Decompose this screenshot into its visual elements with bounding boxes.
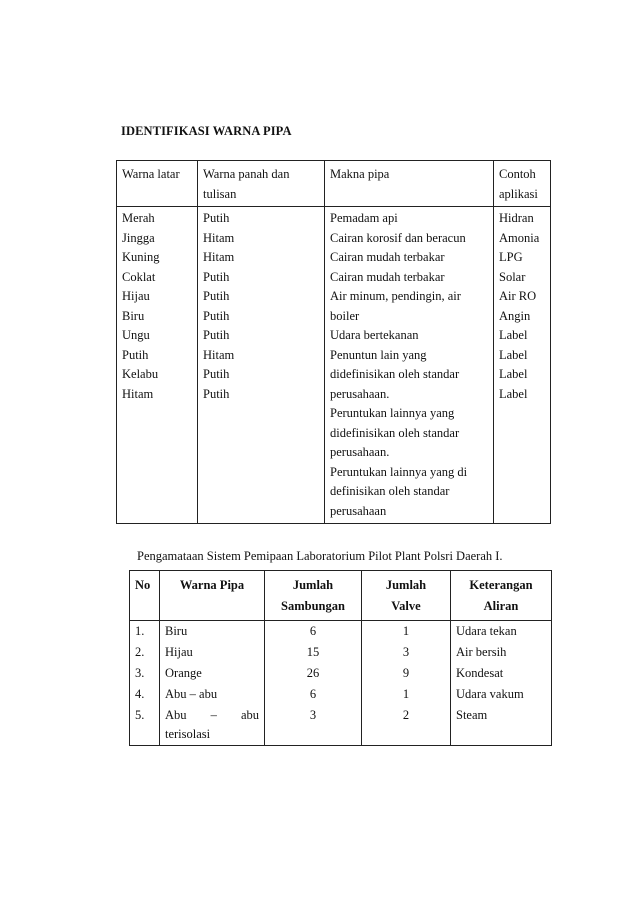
warna-panah-item: Putih [203, 367, 230, 381]
table-body-row [117, 207, 551, 524]
makna-pipa-line: Udara bertekanan [330, 328, 419, 342]
warna-latar-item: Coklat [122, 269, 156, 284]
warna-panah-item: Putih [203, 289, 230, 303]
contoh-aplikasi-item: Label [499, 367, 528, 381]
piping-observation-table [129, 570, 552, 746]
makna-pipa-line: Air minum, pendingin, air [330, 289, 461, 303]
column-contoh-aplikasi [494, 207, 551, 524]
warna-pipa-cell: Abu – abu terisolasi [160, 705, 265, 746]
makna-pipa-line: Cairan mudah terbakar [330, 250, 445, 264]
warna-latar-item: Putih [122, 347, 149, 362]
header-warna-pipa: Warna Pipa [160, 571, 265, 621]
header-contoh-aplikasi: Contoh aplikasi [494, 161, 551, 207]
header-no: No [130, 571, 160, 621]
header-makna-pipa: Makna pipa [325, 161, 494, 207]
header-warna-latar: Warna latar [117, 161, 198, 207]
contoh-aplikasi-item: Label [499, 328, 528, 342]
header-jumlah-valve: Jumlah Valve [362, 571, 451, 621]
column-warna-latar [117, 207, 198, 524]
contoh-aplikasi-item: Solar [499, 269, 526, 284]
contoh-aplikasi-item: Label [499, 386, 528, 401]
header-keterangan-aliran: Keterangan Aliran [451, 571, 552, 621]
contoh-aplikasi-item: Angin [499, 308, 531, 323]
warna-panah-item: Hitam [203, 347, 235, 362]
makna-pipa-line: Peruntukan lainnya yang [330, 406, 455, 420]
makna-pipa-line: Pemadam api [330, 211, 398, 225]
table-header-row [117, 161, 551, 207]
makna-pipa-line: definisikan oleh standar [330, 484, 450, 498]
warna-panah-item: Putih [203, 269, 230, 284]
warna-latar-item: Kuning [122, 250, 160, 264]
warna-line-1: Abu – abu [165, 708, 259, 722]
table-row: 1. Biru 6 1 Udara tekan [130, 621, 552, 643]
makna-pipa-line: perusahaan [330, 503, 387, 518]
warna-latar-item: Jingga [122, 230, 155, 245]
contoh-aplikasi-item: LPG [499, 250, 523, 264]
makna-pipa-line: perusahaan. [330, 386, 390, 401]
makna-pipa-line: didefinisikan oleh standar [330, 367, 460, 381]
makna-pipa-line: Peruntukan lainnya yang di [330, 464, 468, 479]
contoh-aplikasi-item: Label [499, 347, 528, 362]
table-row: 3. Orange 26 9 Kondesat [130, 663, 552, 684]
warna-latar-item: Merah [122, 211, 155, 225]
makna-pipa-line: Penuntun lain yang [330, 347, 427, 362]
column-makna-pipa [325, 207, 494, 524]
warna-latar-item: Kelabu [122, 367, 159, 381]
makna-pipa-line: perusahaan. [330, 445, 390, 459]
table-row: 5. Abu – abu terisolasi 3 2 Steam [130, 705, 552, 746]
warna-latar-item: Hijau [122, 289, 150, 303]
pipe-color-table [116, 160, 551, 524]
makna-pipa-line: boiler [330, 308, 360, 323]
contoh-aplikasi-item: Hidran [499, 211, 534, 225]
makna-pipa-line: Cairan korosif dan beracun [330, 230, 466, 245]
warna-panah-item: Hitam [203, 250, 235, 264]
header-warna-panah: Warna panah dan tulisan [198, 161, 325, 207]
warna-latar-item: Ungu [122, 328, 150, 342]
makna-pipa-line: Cairan mudah terbakar [330, 269, 445, 284]
header-jumlah-sambungan: Jumlah Sambungan [265, 571, 362, 621]
warna-latar-item: Hitam [122, 386, 154, 401]
warna-panah-item: Putih [203, 328, 230, 342]
contoh-aplikasi-item: Air RO [499, 289, 537, 303]
document-title: IDENTIFIKASI WARNA PIPA [121, 124, 292, 138]
warna-panah-item: Hitam [203, 230, 235, 245]
table-row: 2. Hijau 15 3 Air bersih [130, 642, 552, 663]
table-header-row [130, 571, 552, 621]
warna-panah-item: Putih [203, 211, 230, 225]
warna-panah-item: Putih [203, 308, 230, 323]
column-warna-panah [198, 207, 325, 524]
table-row: 4. Abu – abu 6 1 Udara vakum [130, 684, 552, 705]
contoh-aplikasi-item: Amonia [499, 230, 540, 245]
makna-pipa-line: didefinisikan oleh standar [330, 425, 460, 440]
warna-latar-item: Biru [122, 308, 145, 323]
warna-panah-item: Putih [203, 386, 230, 401]
table-caption: Pengamataan Sistem Pemipaan Laboratorium Pilot Plant Polsri Daerah I. [137, 549, 503, 563]
